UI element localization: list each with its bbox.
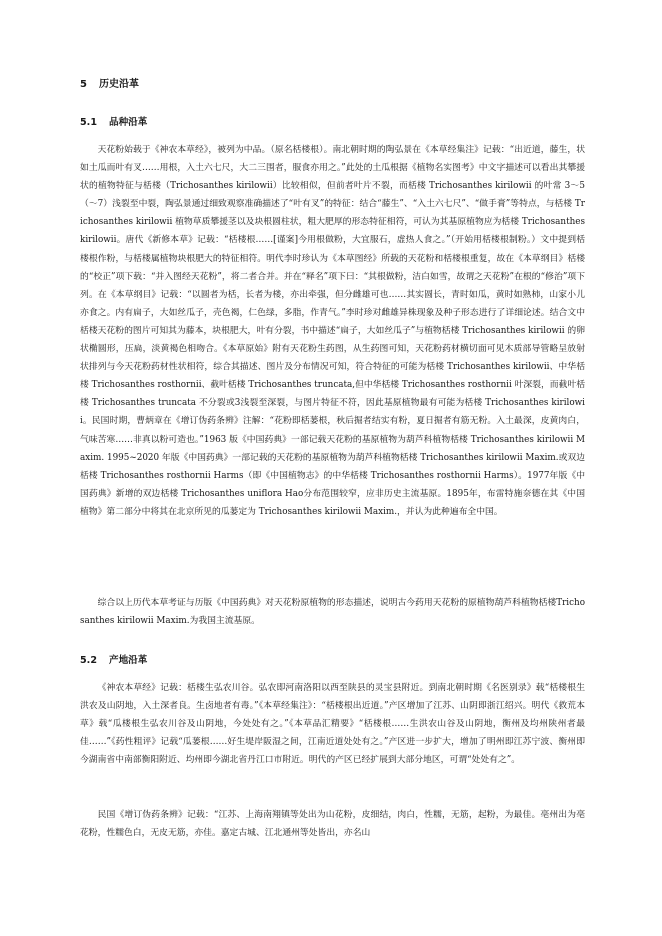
- paragraph: 《神农本草经》记载：栝楼生弘农川谷。弘农即河南洛阳以西至陕县的灵宝县附近。到南北朝时期《名医别录》载“栝楼根生洪农及山阴地，入土深者良。生卤地者有毒。”《本草经集注》：“栝楼根出近道。”产区增加了江苏、山阴即浙江绍兴。明代《救荒本草》载“瓜楼根生弘农川谷及山阴地，今处处有之。”《本草品汇精要》“栝楼根……生洪农山谷及山阴地，衡州及均州陕州者最佳……”《药性粗评》记载“瓜蒌根……好生堤岸阪湿之间，江南近道处处有之。”产区进一步扩大，增加了明州即江苏宁波、衡州即今湖南省中南部衡阳附近、均州即今湖北省丹江口市附近。明代的产区已经扩展到大部分地区，可谓“处处有之”。: [80, 683, 585, 766]
- subsection-heading-origin: [80, 654, 147, 668]
- subsection-heading-variety: [80, 116, 147, 130]
- section-heading: [80, 78, 139, 92]
- section-title: 历史沿革: [98, 79, 139, 90]
- subsection-number: 5.2: [80, 655, 97, 666]
- subsection-title: 品种沿革: [109, 117, 148, 128]
- subsection-title: 产地沿革: [109, 655, 148, 666]
- subsection-number: 5.1: [80, 117, 97, 128]
- paragraph: 民国《增订伪药条辨》记载：“江苏、上海南翔镇等处出为山花粉，皮细结，肉白，性糯，无筋，起粉，为最佳。亳州出为亳花粉，性糯色白，无皮无筋，亦佳。嘉定古城、江北通州等处皆出，亦名山: [80, 810, 585, 839]
- paragraph: 综合以上历代本草考证与历版《中国药典》对天花粉原植物的形态描述，说明古今药用天花粉的原植物葫芦科植物栝楼Trichosanthes kirilowii Maxim.为我国主流基原。: [80, 598, 585, 627]
- section-number: 5: [80, 79, 87, 90]
- paragraph: 天花粉始载于《神农本草经》，被列为中品。（原名栝楼根）。南北朝时期的陶弘景在《本草经集注》记载：“出近道，藤生，状如土瓜而叶有叉……用根，入土六七尺，大二三围者，服食亦用之。”此处的土瓜根据《植物名实图考》中文字描述可以看出其攀援状的植物特征与栝楼（Trichosanthes kirilowii）比较相似，但前者叶片不裂，而栝楼 Trichosanthes kirilowii 的叶常 3～5（～7）浅裂至中裂，陶弘景通过细致观察准确描述了“叶有叉”的特征：结合“藤生”、“入土六七尺”、“做手膏”等特点，与栝楼 Trichosanthes kirilowii 植物草质攀援茎以及块根圆柱状，粗大肥厚的形态特征相符，可认为其基原植物应为栝楼 Trichosanthes kirilowii。唐代《新修本草》记载：“栝楼根……[谨案]今用根做粉，大宜服石，虚热人食之。”（开始用栝楼根制粉。）文中提到栝楼根作粉，与栝楼属植物块根肥大的特征相符。明代李时珍认为《本草图经》所载的天花粉和栝楼根重复，故在《本草纲目》栝楼的“校正”项下载：“并入图经天花粉”，将二者合并。并在“释名”项下曰：“其根做粉，洁白如雪，故谓之天花粉”在根的“修治”项下列。在《本草纲目》记载：“以圆者为栝，长者为楼，亦出牵强，但分雌雄可也……其实圆长，青时如瓜，黄时如熟柿，山家小儿亦食之。内有扁子，大如丝瓜子，壳色褐，仁色绿，多脂，作青气。”李时珍对雌雄异株现象及种子形态进行了详细论述。结合文中栝楼天花粉的图片可知其为藤本，块根肥大，叶有分裂，书中描述“扁子，大如丝瓜子”与植物栝楼 Trichosanthes kirilowii 的卵状椭圆形，压扁，淡黄褐色相吻合。《本草原始》附有天花粉生药图，从生药图可知，天花粉药材横切面可见木质部导管略呈放射状排列与今天花粉药材性状相符，综合其描述、图片及分布情况可知，符合特征的可能为栝楼 Trichosanthes kirilowii、中华栝楼 Trichosanthes rosthornii、截叶栝楼 Trichosanthes truncata,但中华栝楼 Trichosanthes rosthornii 叶深裂，而截叶栝楼 Trichosanthes truncata 不分裂或3浅裂至深裂，与图片特征不符，因此基原植物最有可能为栝楼 Trichosanthes kirilowii。民国时期，曹炳章在《增订伪药条辨》注解：“花粉即栝蒌根，秋后掘者结实有粉，夏日掘者有筋无粉。入土最深，皮黄肉白，气味苦寒……非真以粉可造也。”1963 版《中国药典》一部记载天花粉的基原植物为葫芦科植物栝楼 Trichosanthes kirilowii Maxim. 1995~2020 年版《中国药典》一部记载的天花粉的基原植物为葫芦科植物栝楼 Trichosanthes kirilowii Maxim.或双边栝楼 Trichosanthes rosthornii Harms（即《中国植物志》的中华栝楼 Trichosanthes rosthornii Harms）。1977年版《中国药典》新增的双边栝楼 Trichosanthes uniflora Hao分布范围较窄，应非历史主流基原。1895年，布雷特施奈德在其《中国植物》第二部分中将其在北京所见的瓜蒌定为 Trichosanthes kirilowii Maxim.，并认为此种遍布全中国。: [80, 145, 585, 517]
